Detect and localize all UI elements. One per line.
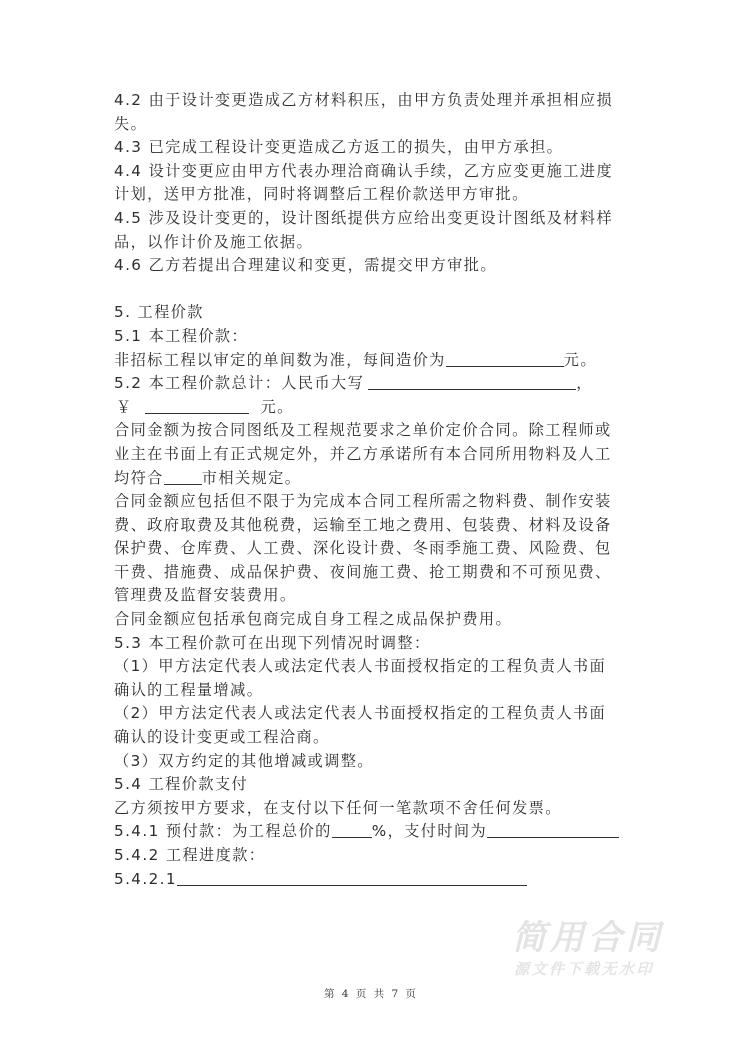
clause-5-3-item-1: （1）甲方法定代表人或法定代表人书面授权指定的工程负责人书面 [114,657,607,676]
price-per-unit-blank[interactable] [446,351,564,367]
clause-4-4-cont: 计划，送甲方批准，同时将调整后工程价款送甲方审批。 [114,185,529,204]
comma: ， [576,374,593,393]
document-body [114,89,634,891]
contract-amount-para-2: 合同金额应包括但不限于为完成本合同工程所需之物料费、制作安装 [114,492,612,511]
comply-label: 均符合 [114,468,164,487]
watermark-title: 简用合同 [512,918,664,958]
prepayment-label: 5.4.1 预付款：为工程总价的 [114,822,332,841]
watermark-subtitle: 源文件下载无水印 [514,960,655,978]
contract-amount-para-3: 合同金额应包括承包商完成自身工程之成品保护费用。 [114,610,513,629]
contract-amount-para-1-end [114,467,634,491]
payment-time-label: %，支付时间为 [371,822,488,841]
clause-5-3-item-1-cont: 确认的工程量增减。 [114,680,264,699]
yen-symbol: ￥ [116,397,133,416]
clause-5-4-intro: 乙方须按甲方要求，在支付以下任何一笔款项不舍任何发票。 [114,798,562,817]
page-number-footer: 第 4 页 共 7 页 [323,988,419,1000]
clause-5-4: 5.4 工程价款支付 [114,775,249,794]
blank-spacer [114,278,634,302]
clause-4-2-cont: 失。 [114,114,148,133]
clause-5-1: 5.1 本工程价款： [114,326,249,345]
clause-5-4-1 [114,820,634,844]
contract-amount-para-2-end: 管理费及监督安装费用。 [114,586,297,605]
payment-time-blank[interactable] [487,822,619,838]
yuan-suffix: 元。 [260,397,294,416]
total-price-label: 5.2 本工程价款总计：人民币大写 [114,374,365,393]
clause-5-2-amount [114,396,634,420]
contract-amount-para-1: 合同金额为按合同图纸及工程规范要求之单价定价合同。除工程师或 [114,421,612,440]
clause-4-5-cont: 品，以作计价及施工依据。 [114,232,314,251]
clause-5-3-item-3: （3）双方约定的其他增减或调整。 [114,751,374,770]
price-per-unit-label: 非招标工程以审定的单间数为准，每间造价为 [114,350,446,369]
clause-5-3: 5.3 本工程价款可在出现下列情况时调整： [114,633,431,652]
prepayment-percent-blank[interactable] [332,822,372,838]
total-price-words-blank[interactable] [368,374,576,390]
contract-amount-para-2-cont: 干费、措施费、成品保护费、夜间施工费、抢工期费和不可预见费、 [114,562,612,581]
city-regulation-text: 市相关规定。 [201,468,302,487]
section-5-heading: 5. 工程价款 [114,303,204,322]
total-price-number-blank[interactable] [145,398,249,414]
clause-4-4: 4.4 设计变更应由甲方代表办理洽商确认手续，乙方应变更施工进度 [114,161,614,180]
contract-amount-para-1-cont: 业主在书面上有正式规定外，并乙方承诺所有本合同所用物料及人工 [114,444,612,463]
clause-5-3-item-2: （2）甲方法定代表人或法定代表人书面授权指定的工程负责人书面 [114,704,607,723]
city-blank[interactable] [164,469,202,485]
clause-5-2 [114,372,634,396]
yuan-suffix: 元。 [563,350,597,369]
clause-4-6: 4.6 乙方若提出合理建议和变更，需提交甲方审批。 [114,256,497,275]
clause-5-1-price [114,349,634,373]
progress-payment-blank[interactable] [177,870,527,886]
clause-4-5: 4.5 涉及设计变更的，设计图纸提供方应给出变更设计图纸及材料样 [114,208,614,227]
watermark [512,918,712,980]
clause-5-4-2-1-number: 5.4.2.1 [114,869,177,888]
clause-5-3-item-2-cont: 确认的设计变更或工程洽商。 [114,728,330,747]
clause-4-3: 4.3 已完成工程设计变更造成乙方返工的损失，由甲方承担。 [114,138,564,157]
clause-5-4-2: 5.4.2 工程进度款： [114,846,266,864]
contract-amount-para-2-cont: 保护费、仓库费、人工费、深化设计费、冬雨季施工费、风险费、包 [114,539,612,558]
contract-amount-para-2-cont: 费、政府取费及其他税费，运输至工地之费用、包装费、材料及设备 [114,515,612,534]
clause-4-2: 4.2 由于设计变更造成乙方材料积压，由甲方负责处理并承担相应损 [114,91,614,109]
clause-5-4-2-1 [114,868,634,892]
